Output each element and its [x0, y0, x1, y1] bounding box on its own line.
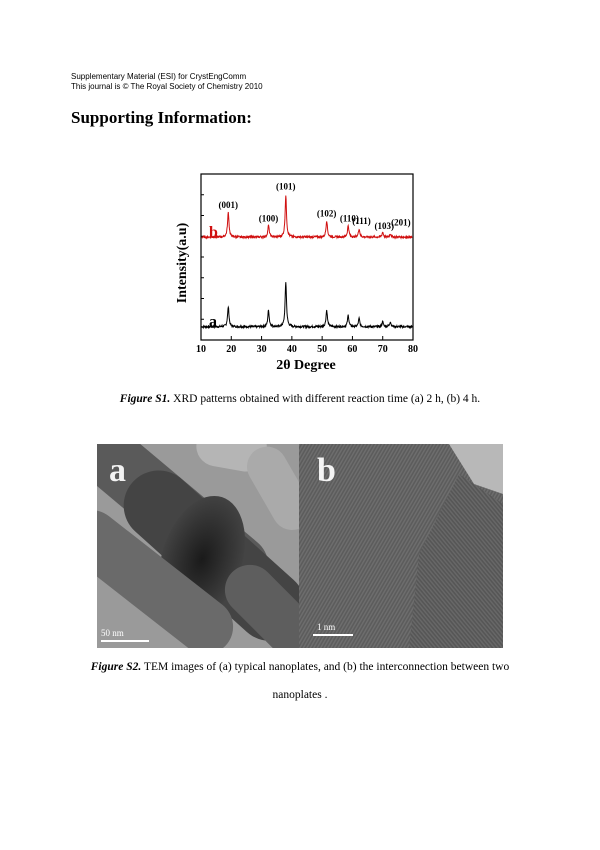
chart-annotations: [219, 182, 411, 231]
tem-panel-b: [299, 444, 503, 648]
x-tick-label: 60: [347, 344, 358, 355]
figure-s1-label: Figure S1.: [119, 393, 171, 405]
header-line-2: This journal is © The Royal Society of Chemistry 2010: [71, 82, 263, 91]
tem-panel-b-label: b: [317, 452, 336, 489]
header-line-1: Supplementary Material (ESI) for CrystEngComm: [71, 72, 247, 81]
peak-label: (111): [352, 215, 371, 226]
x-tick-label: 40: [286, 344, 297, 355]
figure-s2-caption-line-2: [0, 689, 600, 701]
figure-s2-text-1: TEM images of (a) typical nanoplates, and (b) the interconnection between two: [141, 661, 510, 673]
x-axis-label: 2θ Degree: [276, 358, 336, 373]
xrd-chart: [170, 168, 430, 378]
peak-label: (100): [258, 213, 279, 224]
scale-bar-a-text: 50 nm: [101, 628, 124, 638]
figure-s1-text: XRD patterns obtained with different reaction time (a) 2 h, (b) 4 h.: [170, 393, 481, 405]
series-label-b: b: [209, 224, 218, 242]
x-tick-label: 30: [256, 344, 267, 355]
tem-figure: [97, 444, 503, 648]
series-line-a: [202, 282, 413, 327]
peak-label: (103): [374, 220, 394, 231]
x-tick-label: 20: [226, 344, 237, 355]
scale-bar-b-text: 1 nm: [317, 622, 336, 632]
peak-label: (101): [276, 181, 296, 192]
x-tick-label: 70: [377, 344, 388, 355]
scale-bar-a: [101, 640, 149, 642]
tem-image-a: [97, 444, 299, 648]
figure-s2-text-2: nanoplates .: [272, 689, 328, 701]
x-tick-label: 50: [317, 344, 328, 355]
figure-s1-caption: [0, 393, 600, 405]
tem-panel-a-label: a: [109, 452, 126, 489]
plot-frame: [201, 174, 413, 340]
peak-label: (201): [391, 217, 411, 228]
x-tick-label: 10: [196, 344, 206, 355]
y-axis-label: Intensity(a.u): [175, 222, 190, 304]
tem-panel-a: [97, 444, 299, 648]
figure-s2-label: Figure S2.: [90, 661, 142, 673]
figure-s2-caption-line-1: [0, 661, 600, 673]
scale-bar-b: [313, 634, 353, 636]
section-title: Supporting Information:: [71, 108, 252, 127]
journal-header: [71, 72, 263, 92]
chart-series: [202, 196, 413, 331]
series-label-a: a: [209, 313, 217, 331]
peak-label: (102): [316, 208, 337, 219]
x-tick-label: 80: [408, 344, 418, 355]
peak-label: (110): [339, 213, 359, 224]
peak-label: (001): [218, 200, 239, 211]
